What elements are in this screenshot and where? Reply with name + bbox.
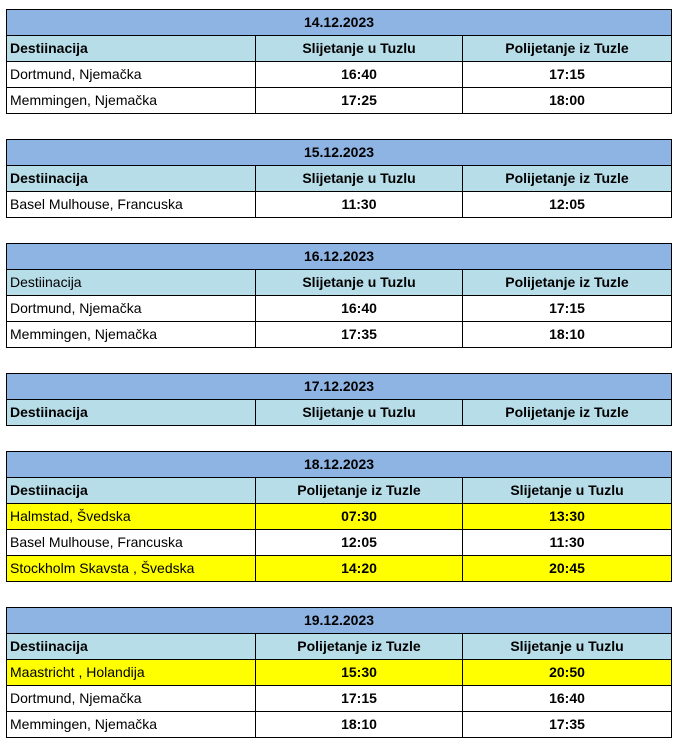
- time-cell: 17:35: [256, 322, 463, 348]
- table-row: [7, 192, 672, 218]
- time-cell: 13:30: [463, 504, 672, 530]
- schedule-table-14-12: [6, 9, 672, 114]
- column-header-time-1: Slijetanje u Tuzlu: [256, 166, 463, 192]
- time-cell: 12:05: [256, 530, 463, 556]
- schedule-table-16-12: [6, 243, 672, 348]
- time-cell: 17:15: [256, 686, 463, 712]
- table-row: [7, 296, 672, 322]
- time-cell: 20:45: [463, 556, 672, 582]
- column-header-destination: Destiinacija: [7, 36, 256, 62]
- destination-cell: Maastricht , Holandija: [7, 660, 256, 686]
- destination-cell: Basel Mulhouse, Francuska: [7, 192, 256, 218]
- destination-cell: Dortmund, Njemačka: [7, 686, 256, 712]
- date-header: 18.12.2023: [7, 452, 672, 478]
- time-cell: 12:05: [463, 192, 672, 218]
- table-row-highlighted: [7, 660, 672, 686]
- time-cell: 17:15: [463, 62, 672, 88]
- destination-cell: Halmstad, Švedska: [7, 504, 256, 530]
- column-header-time-2: Polijetanje iz Tuzle: [463, 166, 672, 192]
- date-header: 19.12.2023: [7, 608, 672, 634]
- destination-cell: Dortmund, Njemačka: [7, 62, 256, 88]
- time-cell: 15:30: [256, 660, 463, 686]
- time-cell: 11:30: [463, 530, 672, 556]
- time-cell: 11:30: [256, 192, 463, 218]
- time-cell: 14:20: [256, 556, 463, 582]
- time-cell: 07:30: [256, 504, 463, 530]
- table-row: [7, 88, 672, 114]
- schedule-table-19-12: [6, 607, 672, 738]
- column-header-destination: Destiinacija: [7, 478, 256, 504]
- table-row: [7, 712, 672, 738]
- column-header-time-2: Slijetanje u Tuzlu: [463, 634, 672, 660]
- column-header-time-2: Slijetanje u Tuzlu: [463, 478, 672, 504]
- column-header-time-1: Slijetanje u Tuzlu: [256, 270, 463, 296]
- column-header-time-2: Polijetanje iz Tuzle: [463, 36, 672, 62]
- table-row: [7, 62, 672, 88]
- time-cell: 17:25: [256, 88, 463, 114]
- table-row: [7, 530, 672, 556]
- column-header-time-2: Polijetanje iz Tuzle: [463, 400, 672, 426]
- destination-cell: Stockholm Skavsta , Švedska: [7, 556, 256, 582]
- destination-cell: Memmingen, Njemačka: [7, 322, 256, 348]
- destination-cell: Memmingen, Njemačka: [7, 88, 256, 114]
- column-header-time-1: Polijetanje iz Tuzle: [256, 478, 463, 504]
- destination-cell: Basel Mulhouse, Francuska: [7, 530, 256, 556]
- date-header: 14.12.2023: [7, 10, 672, 36]
- time-cell: 20:50: [463, 660, 672, 686]
- date-header: 15.12.2023: [7, 140, 672, 166]
- time-cell: 18:00: [463, 88, 672, 114]
- column-header-destination: Destiinacija: [7, 166, 256, 192]
- date-header: 16.12.2023: [7, 244, 672, 270]
- schedule-table-17-12: [6, 373, 672, 426]
- column-header-time-1: Polijetanje iz Tuzle: [256, 634, 463, 660]
- column-header-time-1: Slijetanje u Tuzlu: [256, 400, 463, 426]
- time-cell: 16:40: [256, 62, 463, 88]
- time-cell: 18:10: [256, 712, 463, 738]
- column-header-destination: Destiinacija: [7, 634, 256, 660]
- table-row: [7, 686, 672, 712]
- schedule-table-15-12: [6, 139, 672, 218]
- table-row-highlighted: [7, 556, 672, 582]
- destination-cell: Memmingen, Njemačka: [7, 712, 256, 738]
- table-row-highlighted: [7, 504, 672, 530]
- date-header: 17.12.2023: [7, 374, 672, 400]
- destination-cell: Dortmund, Njemačka: [7, 296, 256, 322]
- column-header-time-1: Slijetanje u Tuzlu: [256, 36, 463, 62]
- time-cell: 16:40: [256, 296, 463, 322]
- time-cell: 16:40: [463, 686, 672, 712]
- schedule-table-18-12: [6, 451, 672, 582]
- column-header-destination: Destiinacija: [7, 400, 256, 426]
- column-header-destination: Destiinacija: [7, 270, 256, 296]
- time-cell: 18:10: [463, 322, 672, 348]
- time-cell: 17:35: [463, 712, 672, 738]
- time-cell: 17:15: [463, 296, 672, 322]
- table-row: [7, 322, 672, 348]
- column-header-time-2: Polijetanje iz Tuzle: [463, 270, 672, 296]
